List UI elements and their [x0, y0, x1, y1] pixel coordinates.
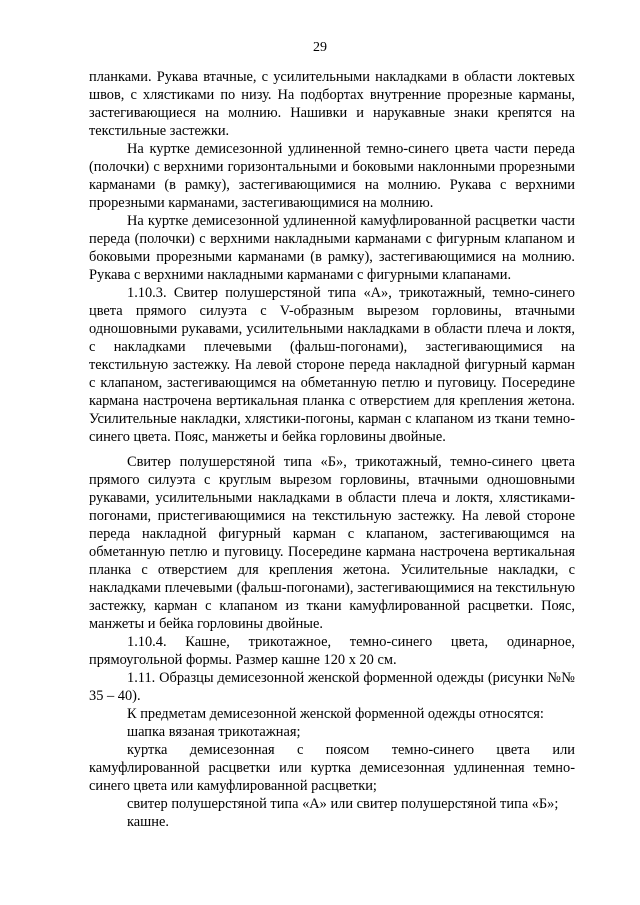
paragraph-jacket-dark-blue: На куртке демисезонной удлиненной темно-синего цвета части переда (полочки) с верхними горизонтальными и боковыми наклонными прорезными карманами (в рамку), застегивающимися на молнию. Рукава с верхними прорезными карманами, застегивающимися на молнию.: [89, 141, 575, 211]
paragraph-jacket-camouflage: На куртке демисезонной удлиненной камуфлированной расцветки части переда (полочки) с верхними накладными карманами с фигурным клапаном и боковыми прорезными карманами (в рамку), застегивающимися на молнию. Рукава с верхними накладными карманами с фигурными клапанами.: [89, 213, 575, 283]
list-item-jacket: куртка демисезонная с поясом темно-синего цвета или камуфлированной расцветки или куртка демисезонная удлиненная темно-синего цвета или камуфлированной расцветки;: [89, 742, 575, 794]
paragraph-sweater-type-b: Свитер полушерстяной типа «Б», трикотажный, темно-синего цвета прямого силуэта с круглым вырезом горловины, втачными одношовными рукавами, усилительными накладками в области плеча и локтя, хлястиками-погонами, пристегивающимися на текстильную застежку. На левой стороне переда накладной фигурный карман с клапаном, застегивающимся на обметанную петлю и пуговицу. Посередине кармана настрочена вертикальная планка с отверстием для крепления жетона. Усилительные накладки, с накладками плечевыми (фальш-погонами), застегивающимися на текстильную застежку, карман с клапаном из ткани камуфлированной расцветки. Пояс, манжеты и бейка горловины двойные.: [89, 454, 575, 632]
document-body: [89, 68, 575, 831]
list-item-hat: шапка вязаная трикотажная;: [127, 724, 301, 740]
page-number: 29: [313, 40, 327, 55]
paragraph-sweater-type-a: 1.10.3. Свитер полушерстяной типа «А», трикотажный, темно-синего цвета прямого силуэта с V-образным вырезом горловины, втачными одношовными рукавами, усилительными накладками в области плеча и локтя, с накладками плечевыми (фальш-погонами), застегивающимися на текстильную застежку. На левой стороне переда накладной фигурный карман с клапаном, застегивающимся на обметанную петлю и пуговицу. Посередине кармана настрочена вертикальная планка с отверстием для крепления жетона. Усилительные накладки, хлястики-погоны, карман с клапаном из ткани темно-синего цвета. Пояс, манжеты и бейка горловины двойные.: [89, 285, 575, 445]
paragraph-items-intro: К предметам демисезонной женской форменной одежды относятся:: [127, 706, 544, 722]
list-item-scarf: кашне.: [127, 814, 169, 830]
list-item-sweater: свитер полушерстяной типа «А» или свитер полушерстяной типа «Б»;: [127, 796, 559, 812]
paragraph-scarf: 1.10.4. Кашне, трикотажное, темно-синего цвета, одинарное, прямоугольной формы. Размер кашне 120 х 20 см.: [89, 634, 575, 668]
paragraph-continuation: планками. Рукава втачные, с усилительными накладками в области локтевых швов, с хлястиками по низу. На подбортах внутренние прорезные карманы, застегивающиеся на молнию. Нашивки и нарукавные знаки крепятся на текстильные застежки.: [89, 69, 575, 139]
paragraph-section-1-11: 1.11. Образцы демисезонной женской форменной одежды (рисунки №№ 35 – 40).: [89, 670, 575, 704]
